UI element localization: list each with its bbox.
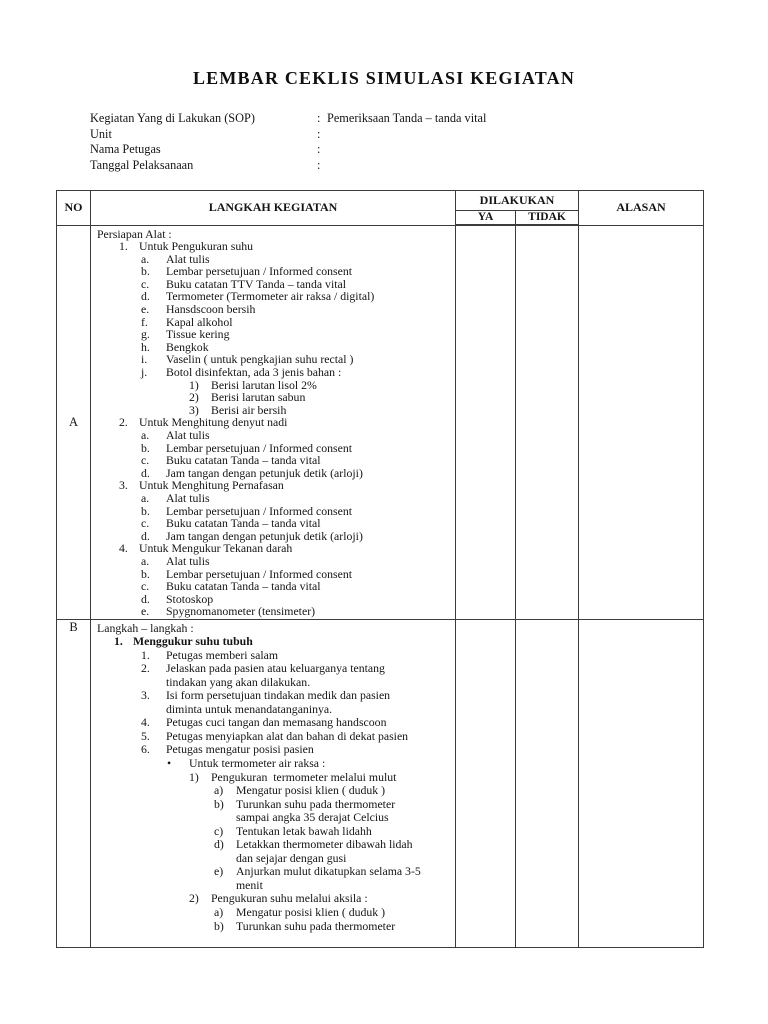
list-marker: b. (141, 566, 150, 581)
step-text: Buku catatan Tanda – tanda vital (166, 579, 321, 594)
ya-cell (456, 225, 516, 619)
checklist-line (91, 366, 425, 379)
checklist-line (91, 771, 425, 785)
langkah-kegiatan-cell (91, 619, 456, 947)
info-value: Pemeriksaan Tanda – tanda vital (327, 111, 487, 125)
list-marker: 3) (189, 402, 199, 417)
step-text: Buku catatan Tanda – tanda vital (166, 516, 321, 531)
checklist-table (56, 190, 704, 948)
step-text: Turunkan suhu pada thermometer (236, 918, 396, 933)
step-text: Menggukur suhu tubuh (133, 634, 253, 649)
info-colon: : (317, 111, 321, 125)
step-text: Untuk Pengukuran suhu (139, 239, 254, 254)
checklist-line (91, 920, 425, 934)
step-text: Persiapan Alat : (97, 226, 172, 241)
list-marker: f. (141, 314, 148, 329)
checklist-line (91, 798, 425, 825)
list-marker: j. (141, 365, 148, 380)
checklist-line (91, 838, 425, 865)
info-row-tanggal (90, 158, 710, 174)
column-header-dilakukan: DILAKUKAN (456, 191, 579, 211)
list-marker: 6. (141, 742, 150, 757)
info-block (90, 111, 710, 173)
page-title: LEMBAR CEKLIS SIMULASI KEGIATAN (192, 68, 576, 88)
info-label: Unit (90, 126, 112, 141)
row-label-cell: A (57, 225, 91, 619)
list-marker: a) (214, 904, 224, 919)
langkah-kegiatan-cell (91, 225, 456, 619)
tidak-cell (516, 619, 579, 947)
info-value (327, 158, 710, 174)
step-text: Jam tangan dengan petunjuk detik (arloji) (166, 528, 363, 543)
step-text: Untuk termometer air raksa : (189, 755, 326, 770)
list-marker: i. (141, 352, 148, 367)
step-text: Botol disinfektan, ada 3 jenis bahan : (166, 365, 342, 380)
list-marker: b. (141, 503, 150, 518)
list-marker: b) (214, 796, 224, 811)
list-marker: c. (141, 276, 150, 291)
tidak-cell (516, 225, 579, 619)
list-marker: e. (141, 302, 150, 317)
step-text: Mengatur posisi klien ( duduk ) (236, 783, 386, 798)
checklist-line (91, 716, 425, 730)
checklist-line (91, 303, 425, 316)
step-text: Petugas cuci tangan dan memasang handscoon (166, 715, 387, 730)
checklist-line (91, 454, 425, 467)
step-text: Turunkan suhu pada thermometer sampai angka 35 derajat Celcius (236, 796, 399, 825)
step-list (91, 620, 455, 947)
checklist-line (91, 892, 425, 906)
list-marker: g. (141, 327, 150, 342)
list-marker: 2. (141, 661, 150, 676)
step-text: Alat tulis (166, 428, 210, 442)
step-text: Petugas memberi salam (166, 647, 279, 662)
list-marker: c) (214, 823, 224, 838)
step-text: Letakkan thermometer dibawah lidah dan sejajar dengan gusi (236, 837, 416, 865)
info-row-petugas (90, 142, 710, 158)
list-marker: 5. (141, 728, 150, 743)
step-text: Alat tulis (166, 490, 210, 505)
list-marker: b) (214, 918, 224, 933)
step-text: Hansdscoon bersih (166, 302, 256, 317)
info-row-sop (90, 111, 710, 127)
list-marker: a) (214, 783, 224, 798)
list-marker: e) (214, 864, 224, 879)
step-text: Petugas menyiapkan alat dan bahan di dekat pasien (166, 728, 409, 743)
info-value (327, 142, 710, 158)
table-row (57, 225, 704, 619)
column-header-langkah-kegiatan: LANGKAH KEGIATAN (91, 191, 456, 226)
list-marker: 2. (119, 415, 128, 430)
info-label: Tanggal Pelaksanaan (90, 157, 194, 172)
checklist-line (91, 689, 425, 716)
column-header-no: NO (57, 191, 91, 226)
step-text: Berisi larutan sabun (211, 390, 306, 405)
checklist-line (91, 649, 425, 663)
step-text: Spygnomanometer (tensimeter) (166, 604, 316, 619)
checklist-line (91, 662, 425, 689)
list-marker: b. (141, 440, 150, 455)
list-marker: b. (141, 264, 150, 279)
step-text: Tissue kering (166, 327, 230, 342)
checklist-line (91, 328, 425, 341)
list-marker: c. (141, 453, 150, 468)
step-text: Lembar persetujuan / Informed consent (166, 264, 353, 279)
step-text: Termometer (Termometer air raksa / digital) (166, 289, 375, 304)
checklist-line (91, 743, 425, 757)
step-text: Lembar persetujuan / Informed consent (166, 503, 353, 518)
info-value (327, 127, 710, 143)
list-marker: d) (214, 837, 224, 852)
step-text: Untuk Menghitung Pernafasan (139, 478, 284, 493)
step-text: Lembar persetujuan / Informed consent (166, 440, 353, 455)
list-marker: d. (141, 528, 150, 543)
list-marker: 3. (119, 478, 128, 493)
step-text: Jelaskan pada pasien atau keluarganya tentang tindakan yang akan dilakukan. (166, 661, 388, 689)
list-marker: e. (141, 604, 150, 619)
list-marker: d. (141, 289, 150, 304)
step-list (91, 226, 455, 619)
step-text: Alat tulis (166, 251, 210, 266)
step-text: Isi form persetujuan tindakan medik dan pasien diminta untuk menandatanganinya. (166, 688, 394, 716)
checklist-line (91, 757, 425, 771)
alasan-cell (579, 619, 704, 947)
step-text: Berisi air bersih (211, 402, 287, 417)
list-marker: 1) (189, 769, 199, 784)
list-marker: a. (141, 428, 150, 442)
checklist-line (91, 865, 425, 892)
step-text: Berisi larutan lisol 2% (211, 377, 317, 392)
checklist-line (91, 622, 425, 636)
list-marker: 4. (119, 541, 128, 556)
step-text: Pengukuran suhu melalui aksila : (211, 891, 368, 906)
step-text: Kapal alkohol (166, 314, 233, 329)
checklist-table-container (56, 190, 704, 948)
info-label: Nama Petugas (90, 142, 161, 157)
alasan-cell (579, 225, 704, 619)
list-marker: c. (141, 516, 150, 531)
checklist-line (91, 635, 425, 649)
list-marker: h. (141, 339, 150, 354)
checklist-line (91, 784, 425, 798)
checklist-line (91, 906, 425, 920)
checklist-line (91, 391, 425, 404)
checklist-line (91, 492, 425, 505)
info-colon: : (317, 157, 321, 172)
list-marker: 2) (189, 390, 199, 405)
info-label: Kegiatan Yang di Lakukan (SOP) (90, 111, 255, 125)
checklist-line (91, 517, 425, 530)
step-text: Vaselin ( untuk pengkajian suhu rectal ) (166, 352, 354, 367)
list-marker: a. (141, 251, 150, 266)
list-marker: 1. (114, 634, 123, 649)
list-marker: 1. (141, 647, 150, 662)
ya-cell (456, 619, 516, 947)
step-text: Stotoskop (166, 591, 214, 606)
step-text: Lembar persetujuan / Informed consent (166, 566, 353, 581)
info-row-unit (90, 127, 710, 143)
list-marker: 1) (189, 377, 199, 392)
step-text: Petugas mengatur posisi pasien (166, 742, 314, 757)
step-text: Pengukuran termometer melalui mulut (211, 769, 397, 784)
checklist-line (91, 825, 425, 839)
list-marker: 3. (141, 688, 150, 703)
list-marker: • (167, 755, 172, 770)
step-text: Langkah – langkah : (97, 620, 194, 635)
list-marker: 1. (119, 239, 128, 254)
list-marker: d. (141, 591, 150, 606)
column-header-tidak: TIDAK (516, 211, 579, 226)
checklist-table-body (57, 225, 704, 947)
step-text: Anjurkan mulut dikatupkan selama 3-5 menit (236, 864, 424, 892)
checklist-line (91, 605, 425, 618)
checklist-line (91, 580, 425, 593)
info-colon: : (317, 142, 321, 157)
checklist-line (91, 265, 425, 278)
checklist-line (91, 429, 425, 442)
table-row (57, 619, 704, 947)
list-marker: d. (141, 465, 150, 480)
step-text: Buku catatan Tanda – tanda vital (166, 453, 321, 468)
column-header-ya: YA (456, 211, 516, 226)
step-text: Mengatur posisi klien ( duduk ) (236, 904, 386, 919)
step-text: Buku catatan TTV Tanda – tanda vital (166, 276, 347, 291)
list-marker: 2) (189, 891, 199, 906)
info-colon: : (317, 126, 321, 141)
step-text: Bengkok (166, 339, 209, 354)
step-text: Untuk Mengukur Tekanan darah (139, 541, 293, 556)
checklist-line (91, 730, 425, 744)
list-marker: 4. (141, 715, 150, 730)
step-text: Tentukan letak bawah lidahh (236, 823, 372, 838)
list-marker: a. (141, 553, 150, 568)
list-marker: c. (141, 579, 150, 594)
step-text: Alat tulis (166, 553, 210, 568)
checklist-line (91, 240, 425, 253)
column-header-alasan: ALASAN (579, 191, 704, 226)
row-label-cell: B (57, 619, 91, 947)
list-marker: a. (141, 490, 150, 505)
step-text: Jam tangan dengan petunjuk detik (arloji) (166, 465, 363, 480)
checklist-line (91, 555, 425, 568)
step-text: Untuk Menghitung denyut nadi (139, 415, 288, 430)
